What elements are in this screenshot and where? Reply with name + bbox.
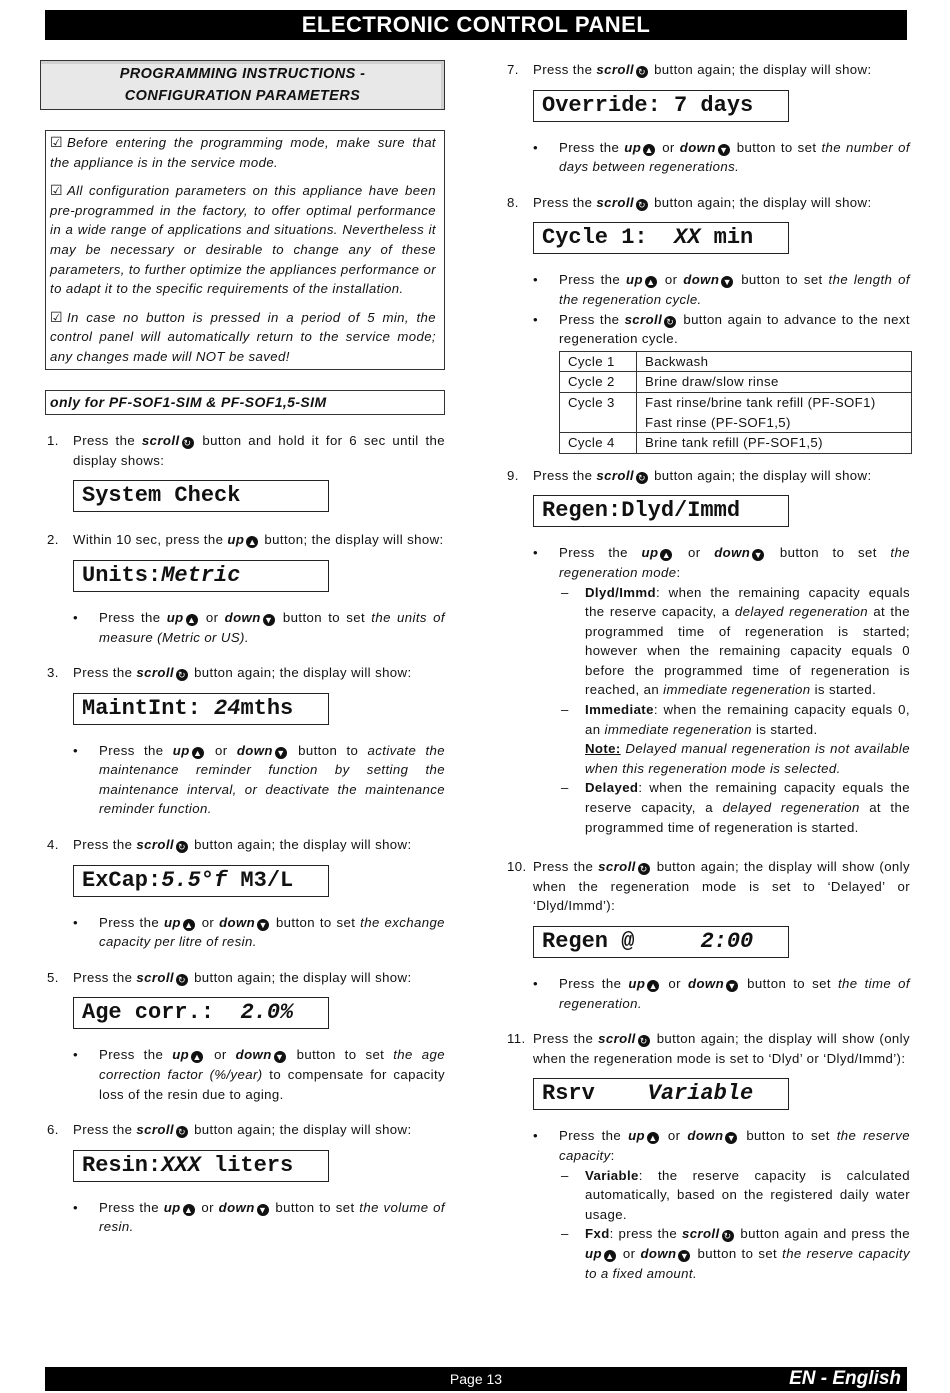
bullet-icon: • [533,1128,539,1144]
down-icon: ▼ [719,144,729,155]
bullet-icon: • [73,1047,79,1063]
bullet-icon: • [73,1199,79,1215]
lcd-display: Resin:XXX liters [73,1150,329,1182]
note-3: ☑ In case no button is pressed in a period of 5 min, the control panel will automatically return to the service mode; any changes made will NOT be saved! [50,308,436,364]
bullet: • Press the up ▲ or down ▼ button to set the volume of resin. [73,1199,445,1235]
bullet-icon: • [533,139,539,155]
down-icon: ▼ [258,1204,268,1215]
up-icon: ▲ [648,981,658,991]
scroll-icon: ↻ [636,199,648,211]
down-icon: ▼ [727,981,737,991]
section-title [40,60,445,110]
sub-item: – Fxd: press the scroll ↻ button again and press the up ▲ or down ▼ button to set the reserve capacity to a fixed amount. [561,1226,910,1281]
bullet: • Press the up ▲ or down ▼ button to set the time of regeneration. [533,976,910,1011]
bullet: • Press the up ▲ or down ▼ button to set the length of the regeneration cycle. [533,272,910,307]
step-8: 8. Press the scroll ↻ button again; the display will show: Cycle 1: XX min • Press the up ▲ or down ▼ button to set the length of the regeneration cycle. • Press the scroll ↻ button again to advance to the next regeneration cycle. Cycle 1 Backwash Cycle 2 Brine draw/slow rinse Cycle 3 Fast rinse/brine tank refill (PF-SOF1) Fast rinse (PF-SOF1,5) Cycle 4 Brine tank refill (PF-SOF1,5) [505,193,910,454]
bullet: • Press the up ▲ or down ▼ button to set the units of measure (Metric or US). [73,609,445,645]
up-icon: ▲ [193,747,203,758]
notes-box [45,130,445,370]
bullet-icon: • [533,545,539,561]
dash-icon: – [561,584,569,600]
step-7: 7. Press the scroll ↻ button again; the display will show: Override: 7 days • Press the up ▲ or down ▼ button to set the number of days between regenerations. [505,60,910,177]
bullet-icon: • [533,311,539,327]
dash-icon: – [561,702,569,718]
sub-item: – Delayed: when the remaining capacity equals the reserve capacity, a delayed regeneration at the programmed time of regeneration is started. [561,780,910,835]
down-icon: ▼ [722,277,732,288]
up-icon: ▲ [183,1204,194,1215]
lcd-display: ExCap:5.5°f M3/L [73,865,329,897]
sub-item: – Immediate: when the remaining capacity equals 0, an immediate regeneration is started. Note: Delayed manual regeneration is not available when this regeneration mode is selected. [561,702,910,776]
up-icon: ▲ [605,1250,615,1261]
bullet: • Press the up ▲ or down ▼ button to set the number of days between regenerations. [533,139,910,175]
step-10: 10. Press the scroll ↻ button again; the display will show (only when the regeneration mode is set to ‘Delayed’ or ‘Dlyd/Immd’): Regen @ 2:00 • Press the up ▲ or down ▼ button to set the time of regeneration. [505,857,910,1013]
note-2: ☑ All configuration parameters on this appliance have been pre-programmed in the factory, to offer optimal performance in a wide range of applications and situations. Nevertheless it may be necessary or desirable to change any of these parameters, to further optimize the appliances performance or to adapt it to the specific requirements of the installation. [50,182,436,297]
scroll-icon: ↻ [176,974,188,986]
step-4: 4. Press the scroll ↻ button again; the display will show: ExCap:5.5°f M3/L • Press the up ▲ or down ▼ button to set the exchange capacity per litre of resin. [45,835,445,952]
scroll-icon: ↻ [638,863,650,875]
lcd-display: System Check [73,480,329,512]
bullet: • Press the up ▲ or down ▼ button to set the age correction factor (%/year) to compensate for capacity loss of the resin due to aging. [73,1047,446,1102]
scroll-icon: ↻ [176,669,188,681]
lcd-display: Rsrv Variable [533,1078,789,1110]
step-3: 3. Press the scroll ↻ button again; the display will show: MaintInt: 24mths • Press the up ▲ or down ▼ button to activate the maintenance reminder function by setting the maintenance interval, or deactivate the maintenance reminder function. [45,663,445,819]
bullet-icon: • [73,914,79,930]
sub-item: – Dlyd/Immd: when the remaining capacity equals the reserve capacity, a delayed regeneration at the programmed time of regeneration is started; however when the remaining capacity equals 0 before the programmed time of regeneration is reached, an immediate regeneration is started. [561,584,910,698]
scroll-icon: ↻ [664,316,676,328]
up-icon: ▲ [184,919,194,930]
note-1: ☑ Before entering the programming mode, make sure that the appliance is in the service mode. [50,134,436,170]
scroll-icon: ↻ [722,1230,734,1242]
bullet: • Press the up ▲ or down ▼ button to set the reserve capacity: – Variable: the reserve capacity is calculated automatically, based on the registered daily water usage. – Fxd: press the scroll ↻ button again and press the up ▲ or down ▼ button to set the reserve capacity to a fixed amount. [533,1126,910,1283]
table-row: Cycle 2 Brine draw/slow rinse [560,372,912,393]
left-column [45,60,445,1237]
bullet-icon: • [73,742,79,758]
scroll-icon: ↻ [636,66,648,78]
checkbox-icon: ☑ [50,308,63,325]
lcd-display: Units:Metric [73,560,329,592]
dash-icon: – [561,780,569,796]
up-icon: ▲ [646,277,656,288]
language-label: EN - English [789,1368,901,1389]
scroll-icon: ↻ [636,472,648,484]
down-icon: ▼ [276,747,286,758]
bullet: • Press the up ▲ or down ▼ button to set the regeneration mode: – Dlyd/Immd: when the remaining capacity equals the reserve capacity, a delayed regeneration at the programmed time of regeneration is started; however when the remaining capacity equals 0 before the programmed time of regeneration is reached, an immediate regeneration is started. – Immediate: when the remaining capacity equals 0, an immediate regeneration is started. Note: Delayed manual regeneration is not available when this regeneration mode is selected. – Delayed: when the remaining capacity equals the reserve capacity, a delayed regeneration at the programmed time of regeneration is started. [533,543,910,837]
up-icon: ▲ [661,550,672,561]
lcd-display: Regen @ 2:00 [533,926,789,958]
bullet-icon: • [533,976,539,991]
bullet: • Press the up ▲ or down ▼ button to activate the maintenance reminder function by setting the maintenance interval, or deactivate the maintenance reminder function. [73,742,445,817]
scroll-icon: ↻ [638,1035,650,1047]
down-icon: ▼ [258,919,268,930]
section-title-line1: PROGRAMMING INSTRUCTIONS - [119,66,366,82]
page-footer [45,1367,907,1391]
model-subheading: only for PF-SOF1-SIM & PF-SOF1,5-SIM [45,390,445,416]
checkbox-icon: ☑ [50,134,63,150]
down-icon: ▼ [726,1133,737,1144]
table-row: Cycle 1 Backwash [560,351,912,372]
step-11: 11. Press the scroll ↻ button again; the display will show (only when the regeneration mode is set to ‘Dlyd’ or ‘Dlyd/Immd’): Rsrv Variable • Press the up ▲ or down ▼ button to set the reserve capacity: – Variable: the reserve capacity is calculated automatically, based on the registered daily water usage. – Fxd: press the scroll ↻ button again and press the up ▲ or down ▼ button to set the reserve capacity to a fixed amount. [505,1029,910,1283]
bullet-icon: • [533,272,539,288]
bullet: • Press the scroll ↻ button again to advance to the next regeneration cycle. Cycle 1 Backwash Cycle 2 Brine draw/slow rinse Cycle 3 Fast rinse/brine tank refill (PF-SOF1) Fast rinse (PF-SOF1,5) Cycle 4 Brine tank refill (PF-SOF1,5) [533,310,910,454]
up-icon: ▲ [186,614,197,625]
scroll-icon: ↻ [176,841,188,853]
right-column [505,60,910,1283]
page-header: ELECTRONIC CONTROL PANEL [45,10,907,40]
step-6: 6. Press the scroll ↻ button again; the display will show: Resin:XXX liters • Press the up ▲ or down ▼ button to set the volume of resin. [45,1120,445,1237]
down-icon: ▼ [753,550,763,561]
down-icon: ▼ [264,614,274,625]
down-icon: ▼ [679,1250,690,1261]
table-row: Cycle 4 Brine tank refill (PF-SOF1,5) [560,433,912,454]
up-icon: ▲ [247,537,257,548]
step-9: 9. Press the scroll ↻ button again; the display will show: Regen:Dlyd/Immd • Press the up ▲ or down ▼ button to set the regeneration mode: – Dlyd/Immd: when the remaining capacity equals the reserve capacity, a delayed regeneration at the programmed time of regeneration is started; however when the remaining capacity equals 0 before the programmed time of regeneration is reached, an immediate regeneration is started. – Immediate: when the remaining capacity equals 0, an immediate regeneration is started. Note: Delayed manual regeneration is not available when this regeneration mode is selected. – Delayed: when the remaining capacity equals the reserve capacity, a delayed regeneration at the programmed time of regeneration is started. [505,466,910,838]
section-title-line2: CONFIGURATION PARAMETERS [124,88,361,104]
step-5: 5. Press the scroll ↻ button again; the display will show: Age corr.: 2.0% • Press the up ▲ or down ▼ button to set the age correction factor (%/year) to compensate for capacity loss of the resin due to aging. [45,968,445,1104]
scroll-icon: ↻ [176,1126,188,1138]
up-icon: ▲ [192,1052,202,1063]
bullet: • Press the up ▲ or down ▼ button to set the exchange capacity per litre of resin. [73,914,445,950]
up-icon: ▲ [648,1133,658,1144]
up-icon: ▲ [644,144,654,155]
bullet-icon: • [73,609,79,625]
down-icon: ▼ [275,1052,285,1063]
dash-icon: – [561,1226,569,1242]
step-1: 1. Press the scroll ↻ button and hold it for 6 sec until the display shows: System Check [45,431,445,518]
step-2: 2. Within 10 sec, press the up ▲ button; the display will show: Units:Metric • Press the up ▲ or down ▼ button to set the units of measure (Metric or US). [45,530,445,647]
cycle-table [559,351,912,454]
sub-item: – Variable: the reserve capacity is calculated automatically, based on the registered daily water usage. [561,1167,910,1222]
lcd-display: Cycle 1: XX min [533,222,789,254]
dash-icon: – [561,1167,569,1183]
lcd-display: Regen:Dlyd/Immd [533,495,789,527]
table-row: Cycle 3 Fast rinse/brine tank refill (PF-SOF1) Fast rinse (PF-SOF1,5) [560,392,912,432]
lcd-display: MaintInt: 24mths [73,693,329,725]
lcd-display: Age corr.: 2.0% [73,997,329,1029]
checkbox-icon: ☑ [50,182,63,199]
scroll-icon: ↻ [182,437,194,449]
lcd-display: Override: 7 days [533,90,789,122]
page-number: Page 13 [449,1371,503,1387]
